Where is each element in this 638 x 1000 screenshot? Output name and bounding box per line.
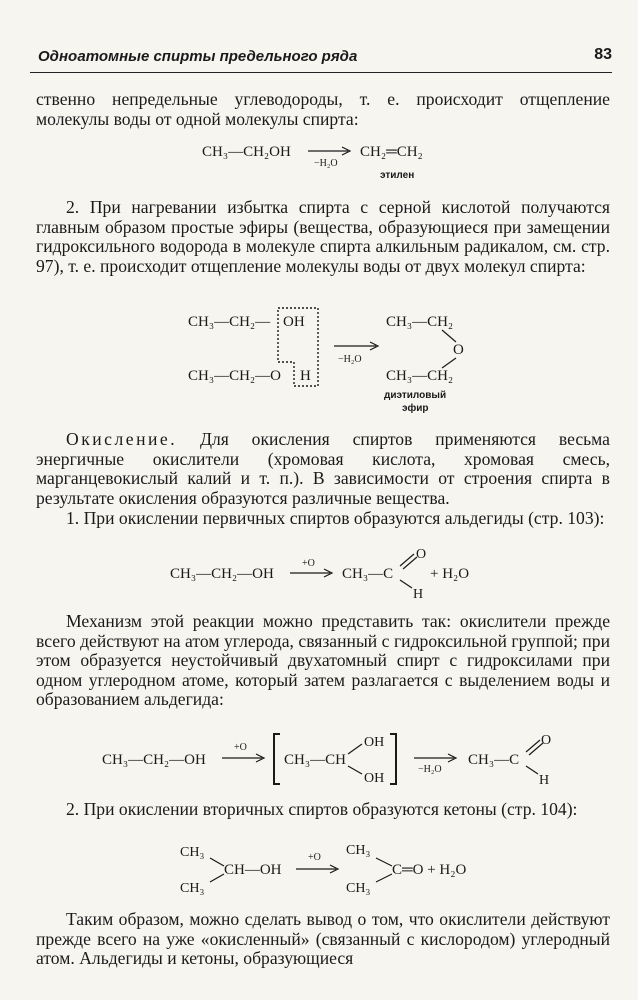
equation-dehydration	[190, 138, 470, 186]
eq3-condition: +O	[302, 558, 315, 569]
header-title: Одноатомные спирты предельного ряда	[38, 48, 358, 65]
paragraph-3-text: Для окисления спиртов применяются весьма энергичные окислители (хромовая кислота, хромовая смесь, марганцевокислый калий и т. п.). В зависимости от строения спирта в результате окисления образуются различные вещества.	[36, 429, 610, 508]
eq2-bottom-group: H	[300, 368, 311, 384]
eq5-ch3-bottom: CH₃	[180, 881, 205, 896]
eq2-top: CH₃—CH₂—	[188, 314, 271, 330]
eq4-condition: +O	[234, 742, 247, 753]
eq2-prod-o: O	[453, 342, 464, 358]
eq4-reactant: CH₃—CH₂—OH	[102, 752, 206, 768]
eq3-plus-water: + H₂O	[430, 566, 470, 582]
eq4-h: H	[539, 773, 550, 788]
eq3-h: H	[413, 587, 424, 602]
eq1-reactant: CH₃—CH₂OH	[202, 144, 291, 160]
eq5-condition: +O	[308, 852, 321, 863]
eq4-condition-2: −H₂O	[418, 764, 442, 775]
equation-ketone	[170, 838, 500, 900]
paragraph-6: 2. При окислении вторичных спиртов образуются кетоны (стр. 104):	[66, 799, 578, 819]
eq4-product-c: CH₃—C	[468, 752, 520, 768]
eq3-reactant: CH₃—CH₂—OH	[170, 566, 274, 582]
eq1-condition: −H₂O	[314, 158, 338, 169]
eq2-top-group: OH	[283, 314, 305, 330]
paragraph-2: 2. При нагревании избытка спирта с серной кислотой получаются главным образом простые эфиры (вещества, образующиеся при замещении гидроксильного водорода в молекуле спирта алкильным радикалом, см. стр. 97), т. е. происходит отщепление молекулы воды от двух молекул спирта:	[36, 197, 610, 276]
paragraph-5: Механизм этой реакции можно представить так: окислители прежде всего действуют на атом углерода, связанный с гидроксильной группой; при этом образуется неустойчивый двухатомный спирт с гидроксилами при одном углеродном атоме, который затем разлагается с выделением воды и образованием альдегида:	[36, 611, 610, 710]
eq1-product-label: этилен	[380, 170, 415, 181]
eq2-bottom: CH₃—CH₂—O	[188, 368, 281, 384]
page-number: 83	[594, 46, 612, 63]
paragraph-1: ственно непредельные углеводороды, т. е. происходит отщепление молекулы воды от одной молекулы спирта:	[36, 89, 610, 129]
eq2-prod-top: CH₃—CH₂	[386, 314, 454, 330]
eq2-condition: −H₂O	[338, 354, 362, 365]
eq2-product-label-2: эфир	[402, 403, 429, 414]
eq4-o: O	[541, 733, 552, 748]
paragraph-3	[36, 430, 610, 508]
eq5-ch3-top: CH₃	[180, 845, 205, 860]
eq4-oh-2: OH	[364, 771, 385, 786]
eq4-oh-1: OH	[364, 735, 385, 750]
equation-ether	[180, 300, 500, 418]
eq2-product-label-1: диэтиловый	[384, 390, 447, 401]
term-oxidation: Окисление.	[66, 429, 178, 449]
equation-aldehyde	[160, 546, 500, 604]
eq5-center: CH—OH	[224, 862, 282, 878]
eq3-o: O	[416, 547, 427, 562]
eq5-prod-ch3-bottom: CH₃	[346, 881, 371, 896]
eq1-product: CH₂═CH₂	[360, 144, 423, 160]
paragraph-7: Таким образом, можно сделать вывод о том, что окислители действуют прежде всего на уже «окисленный» (связанный с кислородом) углеродный атом. Альдегиды и кетоны, образующиеся	[36, 909, 610, 969]
paragraph-4: 1. При окислении первичных спиртов образуются альдегиды (стр. 103):	[66, 508, 605, 528]
eq5-prod-ch3-top: CH₃	[346, 843, 371, 858]
equation-mechanism	[96, 728, 566, 790]
eq4-intermediate: CH₃—CH	[284, 752, 346, 768]
eq3-product-c: CH₃—C	[342, 566, 394, 582]
running-header	[30, 38, 612, 73]
eq5-prod-center: C═O + H₂O	[392, 862, 467, 878]
eq2-prod-bottom: CH₃—CH₂	[386, 368, 454, 384]
